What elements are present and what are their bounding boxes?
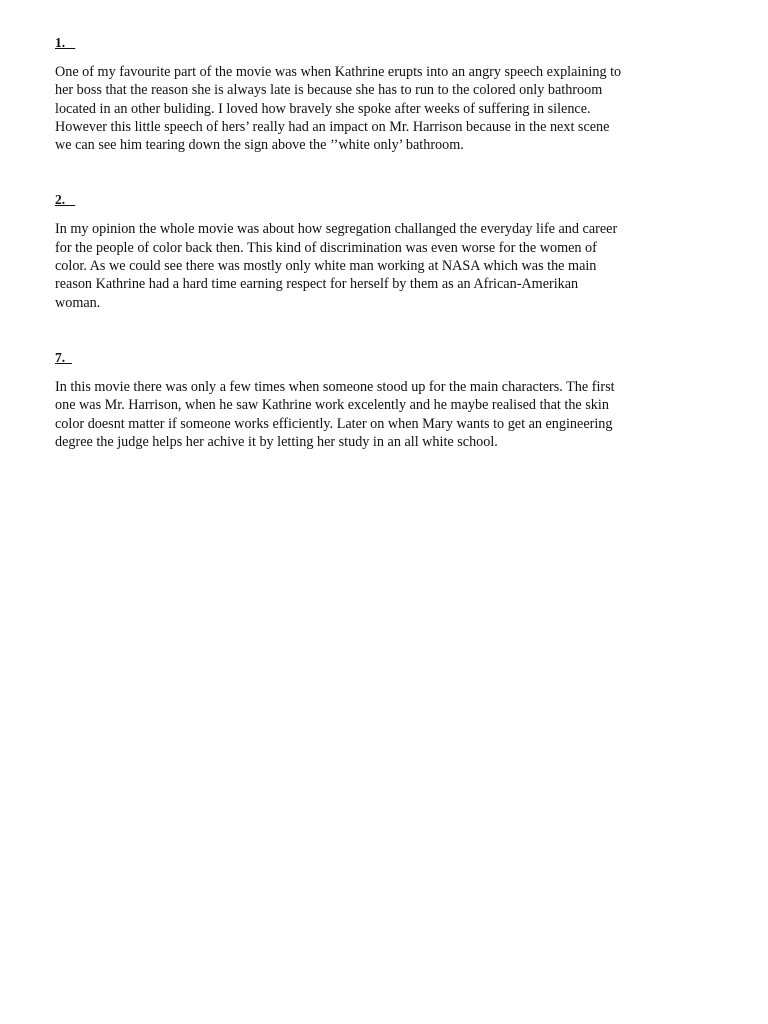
paragraph-line: located in an other buliding. I loved how bravely she spoke after weeks of suffering in silence.: [55, 100, 591, 117]
answer-paragraph: [55, 220, 680, 311]
paragraph-line: her boss that the reason she is always late is because she has to run to the colored only bathroom: [55, 82, 603, 99]
paragraph-line: degree the judge helps her achive it by letting her study in an all white school.: [55, 433, 498, 450]
section-number: 7.: [55, 349, 72, 365]
answer-paragraph: [55, 378, 680, 451]
paragraph-line: we can see him tearing down the sign above the ’’white only’ bathroom.: [55, 137, 464, 154]
paragraph-line: color. As we could see there was mostly only white man working at NASA which was the main: [55, 258, 597, 275]
paragraph-line: In this movie there was only a few times when someone stood up for the main characters. The first: [55, 378, 615, 395]
paragraph-line: However this little speech of hers’ really had an impact on Mr. Harrison because in the next scene: [55, 118, 610, 135]
paragraph-line: woman.: [55, 294, 101, 311]
section-spacer: [55, 154, 680, 191]
answer-section-2: [55, 191, 680, 311]
section-number: 2.: [55, 192, 76, 208]
section-number: 1.: [55, 35, 76, 50]
paragraph-line: One of my favourite part of the movie was when Kathrine erupts into an angry speech explaining to: [55, 64, 622, 80]
paragraph-line: one was Mr. Harrison, when he saw Kathrine work excelently and he maybe realised that the skin: [55, 397, 609, 414]
paragraph-line: for the people of color back then. This kind of discrimination was even worse for the women of: [55, 239, 597, 256]
answer-section-1: [55, 34, 680, 154]
section-spacer: [55, 312, 680, 349]
paragraph-line: In my opinion the whole movie was about how segregation challanged the everyday life and career: [55, 221, 618, 238]
answer-section-7: [55, 349, 680, 451]
paragraph-line: color doesnt matter if someone works efficiently. Later on when Mary wants to get an engineering: [55, 415, 613, 432]
document-page: [55, 34, 680, 451]
paragraph-line: reason Kathrine had a hard time earning respect for herself by them as an African-Amerikan: [55, 276, 579, 293]
answer-paragraph: [55, 63, 680, 154]
